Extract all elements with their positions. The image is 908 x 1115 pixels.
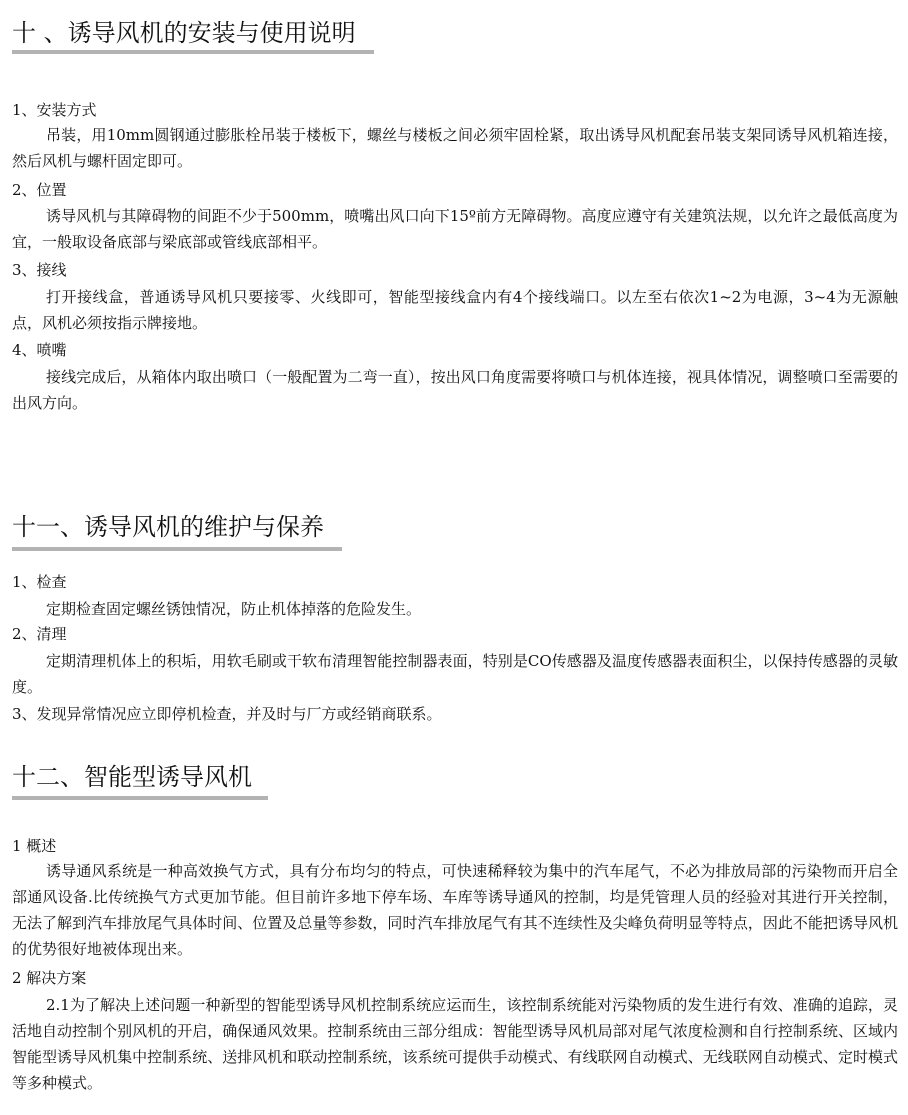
section-12-item-1-text: 诱导通风系统是一种高效换气方式，具有分布均匀的特点，可快速稀释较为集中的汽车尾气，不必为排放局部的污染物而开启全部通风设备.比传统换气方式更加节能。但目前许多地下停车场、车库等诱导通风的控制，均是凭管理人员的经验对其进行开关控制，无法了解到汽车排放尾气具体时间、位置及总量等参数，同时汽车排放尾气有其不连续性及尖峰负荷明显等特点，因此不能把诱导风机的优势很好地被体现出来。 (12, 862, 898, 958)
section-11-item-1-label: 1、检查 (12, 573, 67, 591)
section-11-item-2-label: 2、清理 (12, 625, 67, 643)
section-10-item-1-label: 1、安装方式 (12, 101, 97, 119)
section-11-item-2-text: 定期清理机体上的积垢，用软毛刷或干软布清理智能控制器表面，特别是CO传感器及温度传感器表面积尘，以保持传感器的灵敏度。 (12, 652, 898, 696)
section-10-title: 十 、诱导风机的安装与使用说明 (12, 19, 356, 47)
section-12-item-1-label: 1 概述 (12, 837, 57, 855)
section-10-item-4-label: 4、喷嘴 (12, 341, 67, 359)
section-12-item-2-text: 2.1为了解决上述问题一种新型的智能型诱导风机控制系统应运而生，该控制系统能对污染物质的发生进行有效、准确的追踪，灵活地自动控制个别风机的开启，确保通风效果。控制系统由三部分组成：智能型诱导风机局部对尾气浓度检测和自行控制系统、区域内智能型诱导风机集中控制系统、送排风机和联动控制系统，该系统可提供手动模式、有线联网自动模式、无线联网自动模式、定时模式等多种模式。 (12, 996, 898, 1092)
section-11-underline (12, 547, 342, 551)
section-10-item-2-label: 2、位置 (12, 181, 67, 199)
section-12-underline (12, 796, 268, 800)
section-11-item-3: 3、发现异常情况应立即停机检查，并及时与厂方或经销商联系。 (12, 705, 442, 723)
section-12-item-2-label: 2 解决方案 (12, 969, 87, 987)
section-10-item-1-text: 吊装，用10mm圆钢通过膨胀栓吊装于楼板下，螺丝与楼板之间必须牢固栓紧，取出诱导风机配套吊装支架同诱导风机箱连接，然后风机与螺杆固定即可。 (12, 126, 898, 170)
section-11-item-1-text: 定期检查固定螺丝锈蚀情况，防止机体掉落的危险发生。 (46, 600, 422, 618)
section-10-item-3-text: 打开接线盒，普通诱导风机只要接零、火线即可，智能型接线盒内有4个接线端口。以左至右依次1~2为电源，3~4为无源触点，风机必须按指示牌接地。 (12, 288, 898, 332)
section-10-item-2-text: 诱导风机与其障碍物的间距不少于500mm，喷嘴出风口向下15º前方无障碍物。高度应遵守有关建筑法规，以允许之最低高度为宜，一般取设备底部与梁底部或管线底部相平。 (12, 207, 898, 251)
section-12-title: 十二、智能型诱导风机 (12, 763, 252, 791)
section-10-item-3-label: 3、接线 (12, 261, 67, 279)
section-10-underline (12, 50, 374, 54)
section-10-item-4-text: 接线完成后，从箱体内取出喷口（一般配置为二弯一直），按出风口角度需要将喷口与机体连接，视具体情况，调整喷口至需要的出风方向。 (12, 368, 898, 412)
section-11-title: 十一、诱导风机的维护与保养 (12, 513, 324, 541)
